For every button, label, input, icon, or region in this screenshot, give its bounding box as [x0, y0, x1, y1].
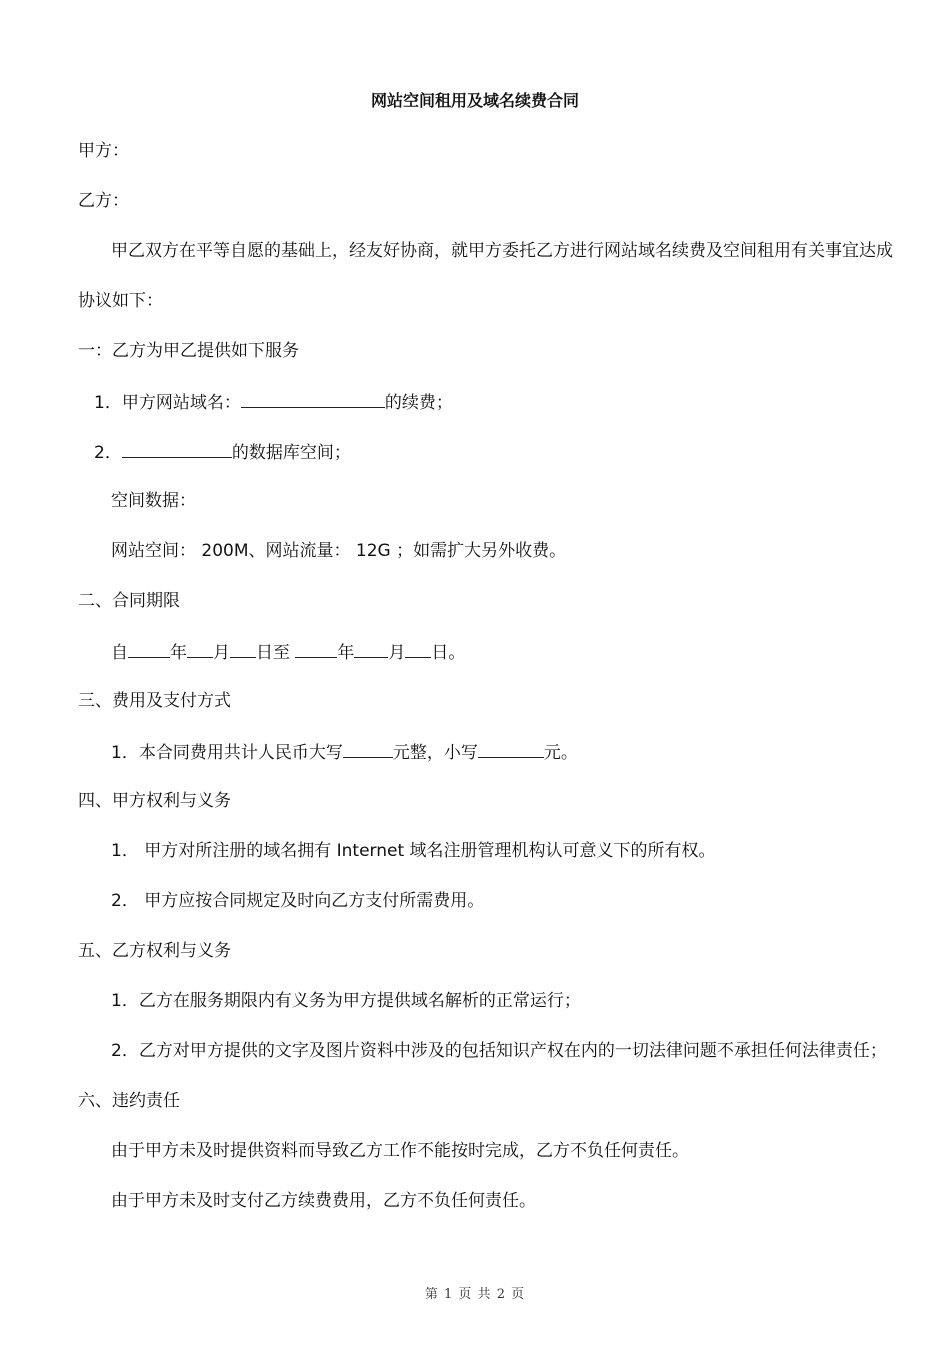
section-5-heading: 五、乙方权利与义务 [78, 941, 231, 961]
section-3-heading: 三、费用及支付方式 [78, 691, 231, 711]
fee-line [111, 739, 578, 765]
term-day-to: 日至 [256, 643, 290, 663]
party-a-label: 甲方： [78, 141, 129, 161]
fee-prefix: 1．本合同费用共计人民币大写 [111, 743, 343, 763]
intro-paragraph-line-2: 协议如下： [78, 291, 163, 311]
section-4-item-2: 2． 甲方应按合同规定及时向乙方支付所需费用。 [111, 891, 485, 911]
space-data-label: 空间数据： [111, 491, 196, 511]
domain-suffix: 的续费； [384, 393, 453, 413]
section-2-heading: 二、合同期限 [78, 591, 180, 611]
term-year: 年 [170, 643, 187, 663]
section-1-item-1 [94, 389, 453, 415]
space-data-detail: 网站空间： 200M、网站流量： 12G ；如需扩大另外收费。 [111, 541, 567, 561]
section-5-item-2: 2．乙方对甲方提供的文字及图片资料中涉及的包括知识产权在内的一切法律问题不承担任何法律责任； [111, 1041, 887, 1061]
section-6-paragraph-2: 由于甲方未及时支付乙方续费费用，乙方不负任何责任。 [111, 1191, 536, 1211]
end-day-blank [405, 639, 431, 658]
section-4-item-1: 1． 甲方对所注册的域名拥有 Internet 域名注册管理机构认可意义下的所有权。 [111, 841, 716, 861]
term-day-end: 日。 [431, 643, 466, 663]
contract-term-line [111, 639, 465, 665]
domain-blank [241, 389, 385, 408]
section-1-heading: 一：乙方为甲乙提供如下服务 [78, 341, 299, 361]
intro-paragraph-line-1: 甲乙双方在平等自愿的基础上，经友好协商，就甲方委托乙方进行网站域名续费及空间租用有关事宜达成 [111, 241, 893, 261]
section-1-item-2 [94, 439, 351, 465]
term-year-end: 年 [337, 643, 355, 663]
fee-uppercase-blank [343, 739, 393, 758]
fee-mid: 元整，小写 [392, 743, 478, 763]
domain-label: 1．甲方网站域名： [94, 393, 241, 413]
section-6-paragraph-1: 由于甲方未及时提供资料而导致乙方工作不能按时完成，乙方不负任何责任。 [111, 1141, 689, 1161]
section-5-item-1: 1．乙方在服务期限内有义务为甲方提供域名解析的正常运行； [111, 991, 581, 1011]
end-month-blank [354, 639, 388, 658]
fee-suffix: 元。 [543, 743, 578, 763]
start-month-blank [187, 639, 213, 658]
section-6-heading: 六、违约责任 [78, 1091, 180, 1111]
term-month: 月 [213, 643, 230, 663]
fee-lowercase-blank [478, 739, 544, 758]
db-space-suffix: 的数据库空间； [231, 443, 351, 463]
party-b-label: 乙方： [78, 191, 129, 211]
document-title: 网站空间租用及域名续费合同 [370, 91, 579, 110]
db-space-blank [122, 439, 232, 458]
end-year-blank [295, 639, 337, 658]
start-year-blank [128, 639, 170, 658]
term-from: 自 [111, 643, 128, 663]
section-4-heading: 四、甲方权利与义务 [78, 791, 231, 811]
page-number-footer: 第 1 页 共 2 页 [424, 1287, 526, 1302]
term-month-end: 月 [388, 643, 406, 663]
db-space-prefix: 2． [94, 443, 122, 463]
start-day-blank [230, 639, 256, 658]
